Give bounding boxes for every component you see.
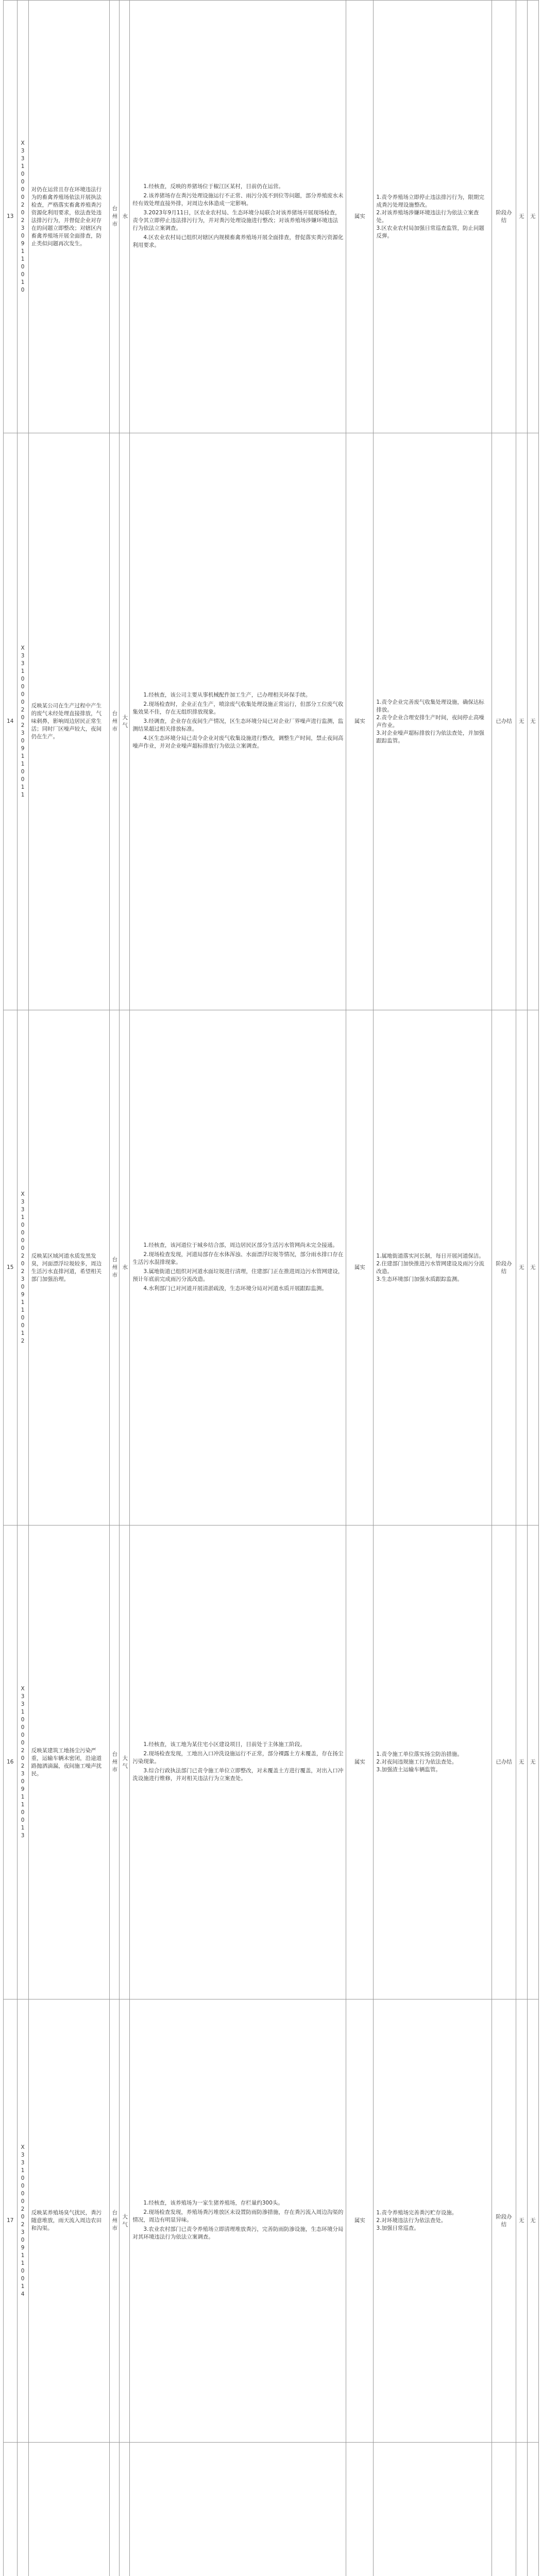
complaint-content-cell — [28, 2443, 109, 2576]
detail-paragraph: 1.经核查，反映的养猪场位于椒江区某村，目前仍在运营。 — [143, 183, 284, 190]
completion-status-cell — [492, 2443, 516, 2576]
accountability-cell: 无 — [516, 1010, 527, 1526]
remark-cell: 无 — [527, 1526, 538, 1999]
table-row — [4, 433, 539, 1010]
verification-status-cell: 属实 — [346, 1, 374, 433]
region-cell: 台州市 — [109, 1999, 120, 2443]
completion-status-cell: 已办结 — [492, 1526, 516, 1999]
handling-measures-cell — [374, 2443, 492, 2576]
remark-cell: 无 — [527, 433, 538, 1010]
verification-status-cell: 属实 — [346, 433, 374, 1010]
detail-paragraph: 1.经核查，该公司主要从事机械配件加工生产，已办理相关环保手续。 — [143, 692, 311, 698]
detail-paragraph: 1.经核查，该工地为某住宅小区建设项目，目前处于主体施工阶段。 — [143, 1741, 306, 1748]
remark-cell: 无 — [527, 1, 538, 433]
table-row — [4, 2443, 539, 2576]
table-body — [4, 1, 539, 2576]
investigation-detail-cell — [130, 1010, 346, 1526]
complaint-content-cell: 对仍在运营且存在环境违法行为的畜禽养殖场依法开展执法检查，严格落实畜禽养殖粪污资源化利用要求，依法查处违法排污行为，并督促企业对存在的问题立即整改；对辖区内畜禽养殖场开展全面排查，防止类似问题再次发生。 — [28, 1, 109, 433]
completion-status-cell: 已办结 — [492, 433, 516, 1010]
complaint-table — [3, 0, 539, 2576]
detail-paragraph: 2.现场检查发现，河道局部存在水体浑浊、水面漂浮垃圾等情况，部分雨水排口存在生活污水混排现象。 — [132, 1251, 344, 1265]
row-index-cell: 14 — [4, 433, 18, 1010]
completion-status-cell: 阶段办结 — [492, 1, 516, 433]
accountability-cell: 无 — [516, 433, 527, 1010]
accountability-cell: 无 — [516, 1999, 527, 2443]
table-row — [4, 1999, 539, 2443]
row-code-cell: X3310000202309110010 — [17, 1, 28, 433]
table-row — [4, 1, 539, 433]
complaint-content-cell: 反映某公司在生产过程中产生的废气未经处理直接排放，气味刺鼻，影响周边居民正常生活；同时厂区噪声较大，夜间仍在生产。 — [28, 433, 109, 1010]
detail-paragraph: 3.农业农村部门已责令养殖场立即清理堆放粪污，完善防雨防渗设施，生态环境分局对其环境违法行为依法立案调查。 — [132, 2226, 344, 2240]
detail-paragraph: 4.区农业农村局已组织对辖区内规模畜禽养殖场开展全面排查，督促落实粪污资源化利用要求。 — [132, 234, 344, 248]
investigation-detail-cell — [130, 433, 346, 1010]
accountability-cell: 无 — [516, 1526, 527, 1999]
investigation-detail-cell — [130, 2443, 346, 2576]
detail-paragraph: 2.该养猪场存在粪污处理设施运行不正常、雨污分流不到位等问题，部分养殖废水未经有效处理直接外排，对周边水体造成一定影响。 — [132, 192, 344, 207]
completion-status-cell: 阶段办结 — [492, 1999, 516, 2443]
detail-paragraph: 1.经核查，该河道位于城乡结合部，周边居民区部分生活污水管网尚未完全接通。 — [143, 1242, 338, 1248]
row-code-cell: X3310000202309110013 — [17, 1526, 28, 1999]
handling-measures-cell: 1.责令企业完善废气收集处理设施，确保达标排放。 2.责令企业合理安排生产时间，夜间停止高噪声作业。 3.对企业噪声超标排放行为依法查处，并加强跟踪监管。 — [374, 433, 492, 1010]
pollution-type-cell: 水 — [120, 1, 130, 433]
table-row — [4, 1526, 539, 1999]
row-code-cell — [17, 2443, 28, 2576]
detail-paragraph: 3.2023年9月11日，区农业农村局、生态环境分局联合对该养猪场开展现场检查，责令其立即停止违法排污行为，并对粪污处理设施进行整改；对该养殖场涉嫌环境违法行为依法立案调查。 — [132, 209, 341, 231]
detail-paragraph: 1.经核查，该养殖场为一家生猪养殖场，存栏量约300头。 — [143, 2199, 283, 2206]
completion-status-cell: 阶段办结 — [492, 1010, 516, 1526]
verification-status-cell: 属实 — [346, 1526, 374, 1999]
handling-measures-cell: 1.属地街道落实河长制，每日开展河道保洁。 2.住建部门加快推进污水管网建设及雨污分流改造。 3.生态环境部门加强水质跟踪监测。 — [374, 1010, 492, 1526]
remark-cell — [527, 2443, 538, 2576]
investigation-detail-cell — [130, 1526, 346, 1999]
handling-measures-cell: 1.责令施工单位落实扬尘防治措施。 2.对夜间违规施工行为依法查处。 3.加强渣土运输车辆监管。 — [374, 1526, 492, 1999]
verification-status-cell: 属实 — [346, 1010, 374, 1526]
row-index-cell: 15 — [4, 1010, 18, 1526]
accountability-cell — [516, 2443, 527, 2576]
detail-paragraph: 2.现场检查时，企业正在生产，喷涂废气收集处理设施正常运行，但部分工位废气收集效果不佳，存在无组织排放现象。 — [132, 701, 344, 715]
verification-status-cell — [346, 2443, 374, 2576]
row-index-cell — [4, 2443, 18, 2576]
pollution-type-cell: 水 — [120, 1010, 130, 1526]
detail-paragraph: 3.经调查，企业存在夜间生产情况，区生态环境分局已对企业厂界噪声进行监测，监测结果超过相关排放标准。 — [132, 718, 344, 732]
detail-paragraph: 3.属地街道已组织对河道水面垃圾进行清理，住建部门正在推进周边污水管网建设，预计年底前完成雨污分流改造。 — [132, 1268, 344, 1282]
remark-cell: 无 — [527, 1010, 538, 1526]
detail-paragraph: 2.现场检查发现，养殖场粪污堆放区未设置防雨防渗措施，存在粪污流入周边沟渠的情况，周边有明显异味。 — [132, 2209, 344, 2223]
pollution-type-cell — [120, 2443, 130, 2576]
complaint-content-cell: 反映某区域河道水质发黑发臭，河面漂浮垃圾较多，周边生活污水直排河道，希望相关部门加强治理。 — [28, 1010, 109, 1526]
row-code-cell: X3310000202309110011 — [17, 433, 28, 1010]
pollution-type-cell: 大气 — [120, 1526, 130, 1999]
row-index-cell: 16 — [4, 1526, 18, 1999]
remark-cell: 无 — [527, 1999, 538, 2443]
row-code-cell: X3310000202309110014 — [17, 1999, 28, 2443]
detail-paragraph: 4.水利部门已对河道开展清淤疏浚，生态环境分局对河道水质开展跟踪监测。 — [143, 1285, 327, 1292]
region-cell: 台州市 — [109, 433, 120, 1010]
pollution-type-cell: 大气 — [120, 1999, 130, 2443]
verification-status-cell: 属实 — [346, 1999, 374, 2443]
table-row — [4, 1010, 539, 1526]
investigation-detail-cell — [130, 1, 346, 433]
investigation-detail-cell — [130, 1999, 346, 2443]
region-cell: 台州市 — [109, 1010, 120, 1526]
handling-measures-cell: 1.责令养殖场立即停止违法排污行为，限期完成粪污处理设施整改。 2.对该养殖场涉嫌环境违法行为依法立案查处。 3.区农业农村局加强日常巡查监管，防止问题反弹。 — [374, 1, 492, 433]
detail-paragraph: 4.区生态环境分局已责令企业对废气收集设施进行整改，调整生产时间，禁止夜间高噪声作业，并对企业噪声超标排放行为依法立案调查。 — [132, 735, 344, 749]
region-cell: 台州市 — [109, 1, 120, 433]
accountability-cell: 无 — [516, 1, 527, 433]
pollution-type-cell: 大气 — [120, 433, 130, 1010]
row-code-cell: X3310000202309110012 — [17, 1010, 28, 1526]
complaint-content-cell: 反映某建筑工地扬尘污染严重，运输车辆未密闭，沿途道路抛洒滴漏，夜间施工噪声扰民。 — [28, 1526, 109, 1999]
region-cell: 台州市 — [109, 1526, 120, 1999]
row-index-cell: 13 — [4, 1, 18, 433]
detail-paragraph: 3.综合行政执法部门已责令施工单位立即整改，对未覆盖土方进行覆盖，对出入口冲洗设施进行维修，并对相关违法行为立案查处。 — [132, 1767, 344, 1782]
handling-measures-cell: 1.责令养殖场完善粪污贮存设施。 2.对环境违法行为依法查处。 3.加强日常巡查。 — [374, 1999, 492, 2443]
complaint-content-cell: 反映某养殖场臭气扰民，粪污随意堆放，雨天流入周边农田和沟渠。 — [28, 1999, 109, 2443]
region-cell — [109, 2443, 120, 2576]
row-index-cell: 17 — [4, 1999, 18, 2443]
detail-paragraph: 2.现场检查发现，工地出入口冲洗设施运行不正常，部分裸露土方未覆盖，存在扬尘污染现象。 — [132, 1750, 344, 1765]
